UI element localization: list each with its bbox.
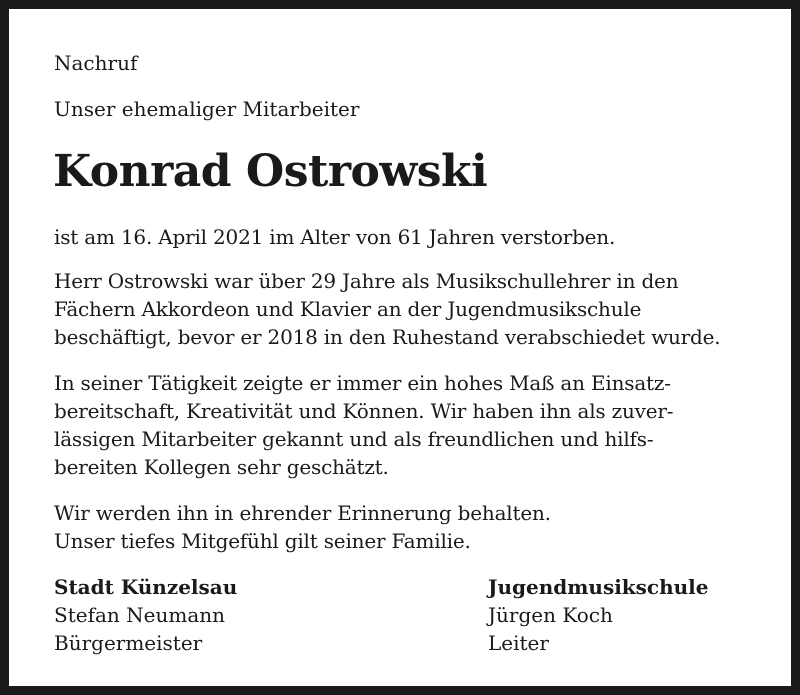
signature-person: Jürgen Koch [488, 603, 613, 627]
signature-role: Leiter [488, 631, 549, 655]
paragraph-line: Wir werden ihn in ehrender Erinnerung behalten. [54, 501, 551, 525]
signature-role: Bürgermeister [54, 631, 203, 655]
signature-person: Stefan Neumann [54, 603, 226, 627]
paragraph-line: Unser tiefes Mitgefühl gilt seiner Familie. [54, 529, 471, 553]
signature-organization: Jugendmusikschule [488, 575, 709, 599]
paragraph-line: In seiner Tätigkeit zeigte er immer ein hohes Maß an Einsatz- [54, 371, 671, 395]
death-line: ist am 16. April 2021 im Alter von 61 Jahren verstorben. [54, 225, 616, 249]
paragraph-line: Fächern Akkordeon und Klavier an der Jugendmusikschule [54, 297, 642, 321]
paragraph-line: lässigen Mitarbeiter gekannt und als freundlichen und hilfs- [54, 427, 654, 451]
paragraph-line: bereiten Kollegen sehr geschätzt. [54, 455, 389, 479]
deceased-name: Konrad Ostrowski [53, 146, 488, 197]
paragraph-line: beschäftigt, bevor er 2018 in den Ruhestand verabschiedet wurde. [54, 325, 721, 349]
notice-intro: Unser ehemaliger Mitarbeiter [54, 97, 360, 121]
notice-heading: Nachruf [54, 51, 138, 75]
paragraph-line: bereitschaft, Kreativität und Können. Wir haben ihn als zuver- [54, 399, 674, 423]
paragraph-line: Herr Ostrowski war über 29 Jahre als Musikschullehrer in den [54, 269, 679, 293]
signature-organization: Stadt Künzelsau [54, 575, 238, 599]
